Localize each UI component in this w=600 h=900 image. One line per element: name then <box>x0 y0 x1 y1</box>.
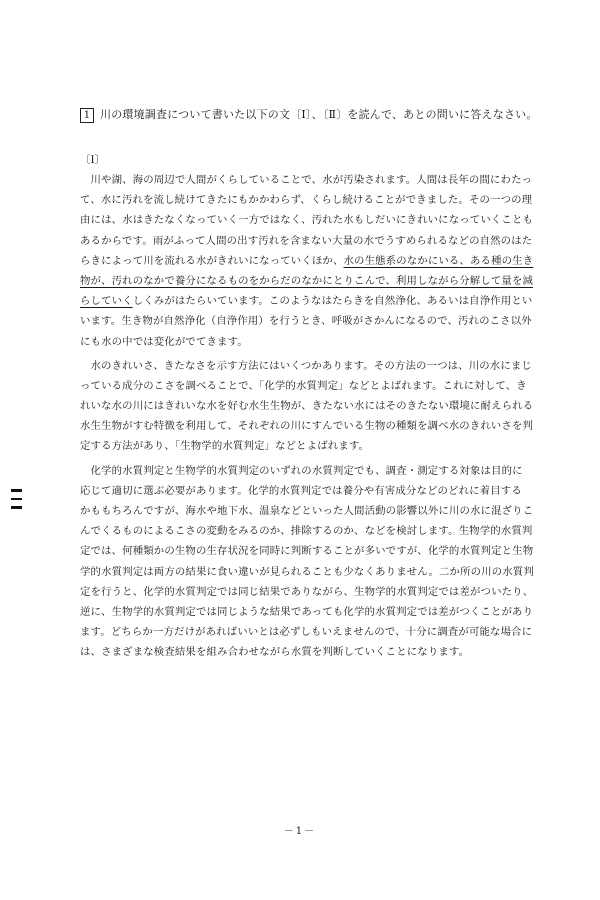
passage-line: 水生生物がすむ特徴を利用して、それぞれの川にすんでいる生物の種類を調べ水のきれいさを判 <box>80 420 534 433</box>
paragraph-2 <box>80 356 534 457</box>
passage-line: ます。どちらか一方だけがあればいいとは必ずしもいえませんので、十分に調査が可能な場合に <box>80 626 533 639</box>
passage-line: 定では、何種類かの生物の生存状況を同時に判断することが多いですが、化学的水質判定と生物 <box>80 545 534 558</box>
passage-line: 定を行うと、化学的水質判定では同じ結果でありながら、生物学的水質判定では差がついたり、 <box>80 585 534 598</box>
paragraph-1 <box>80 170 534 352</box>
margin-mark-bar <box>11 489 22 492</box>
passage-line: かももちろんですが、海水や地下水、温泉などといった人間活動の影響以外に川の水に混ざりこ <box>80 505 534 517</box>
passage-line-underlined: らしていくしくみがはたらいています。このようなはたらきを自然浄化、あるいは自浄作用とい <box>80 295 533 308</box>
passage-line: は、さまざまな検査結果を組み合わせながら水質を判断していくことになります。 <box>80 646 470 659</box>
question-header <box>80 108 550 123</box>
page-number: －1－ <box>283 826 317 837</box>
passage-line: 川や湖、海の周辺で人間がくらしていることで、水が汚染されます。人間は長年の間にわたっ <box>90 174 533 186</box>
section-label: 〔Ⅰ〕 <box>80 154 106 166</box>
passage-line: 応じて適切に選ぶ必要があります。化学的水質判定では養分や有害成分などのどれに着目する <box>80 484 522 497</box>
question-prompt: 川の環境調査について書いた以下の文〔Ⅰ〕、〔Ⅱ〕を読んで、あとの問いに答えなさい。 <box>100 108 538 121</box>
passage-line: あるからです。雨がふって人間の出す汚れを含まない大量の水でうすめられるなどの自然のはた <box>80 234 533 247</box>
passage-line: 水のきれいさ、きたなさを示す方法にはいくつかあります。その方法の一つは、川の水にまじ <box>90 359 532 372</box>
passage-line: て、水に汚れを流し続けてきたにもかかわらず、くらし続けることができました。その一つの理 <box>80 194 533 207</box>
passage-line: 学的水質判定は両方の結果に食い違いが見られることも少なくありません。二か所の川の水質判 <box>80 565 534 578</box>
passage-line: れいな水の川にはきれいな水を好む水生生物が、きたない水にはそのきたない環境に耐えられる <box>80 400 534 413</box>
passage-line-underlined: 物が、汚れのなかで養分になるものをからだのなかにとりこんで、利用しながら分解して量を減 <box>80 274 534 287</box>
margin-mark <box>11 489 22 515</box>
passage-line-underlined: らきによって川を流れる水がきれいになっていくほか、水の生態系のなかにいる、ある種の生き <box>80 254 534 267</box>
paragraph-3 <box>80 461 534 663</box>
passage-line: 化学的水質判定と生物学的水質判定のいずれの水質判定でも、調査・測定する対象は目的に <box>90 464 523 477</box>
passage-line: います。生き物が自然浄化（自浄作用）を行うとき、呼吸がさかんになるので、汚れのこさ以外 <box>80 315 532 328</box>
margin-mark-bar <box>11 498 22 501</box>
passage-line: 逆に、生物学的水質判定では同じような結果であっても化学的水質判定では差がつくことがあり <box>80 605 534 618</box>
passage-line: んでくるものによるこさの変動をみるのか、排除するのか、などを検討します。生物学的水質判 <box>80 525 533 538</box>
passage-line: 由には、水はきたなくなっていく一方ではなく、汚れた水もしだいにきれいになっていくことも <box>80 214 534 227</box>
passage <box>80 170 534 663</box>
passage-line: にも水の中では変化がでてきます。 <box>80 335 248 348</box>
margin-mark-bar <box>11 506 22 509</box>
passage-line: っている成分のこさを調べることで、「化学的水質判定」などとよばれます。これに対して、き <box>80 379 527 392</box>
passage-line: 定する方法があり、「生物学的水質判定」などとよばれます。 <box>80 440 370 453</box>
question-number-box: 1 <box>80 108 94 123</box>
